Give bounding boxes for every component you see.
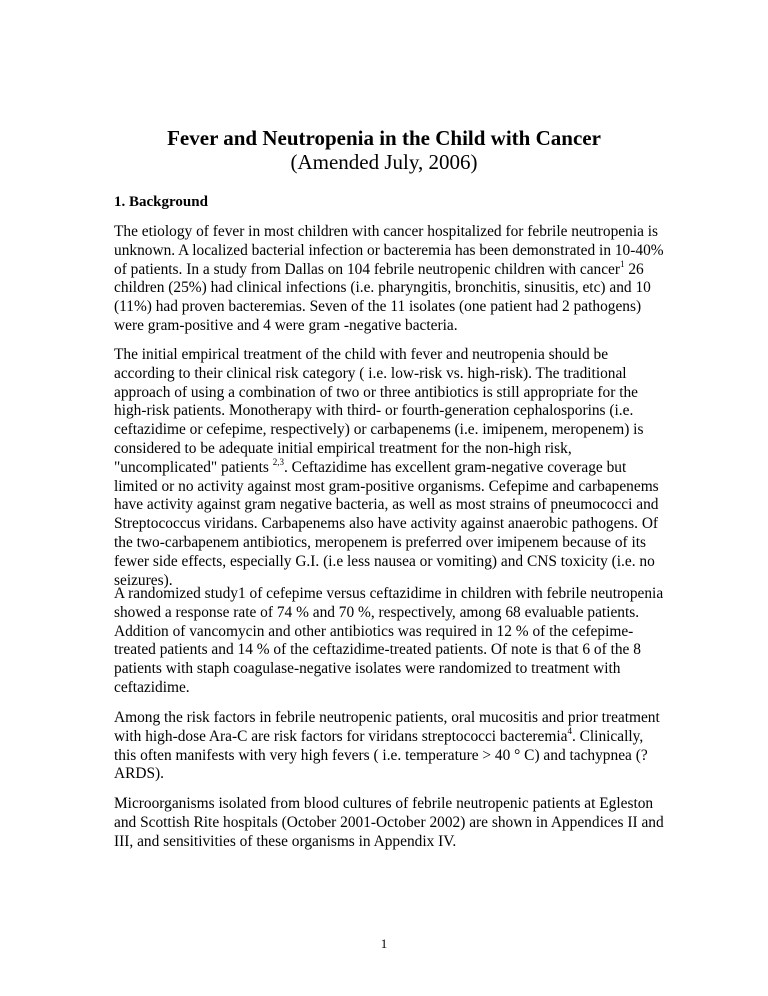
text-line — [114, 365, 659, 384]
text-run: this often manifests with very high fevers ( i.e. temperature > 40 ° C) and tachypnea (? — [114, 746, 648, 764]
text-run: limited or no activity against most gram-positive organisms. Cefepime and carbapenems — [114, 477, 659, 495]
text-run: patients with staph coagulase-negative isolates were randomized to treatment with — [114, 660, 621, 678]
text-line — [114, 765, 659, 784]
document-subtitle: (Amended July, 2006) — [290, 150, 478, 174]
text-run: high-risk patients. Monotherapy with third- or fourth-generation cephalosporins (i.e. — [114, 402, 634, 420]
document-title: Fever and Neutropenia in the Child with Cancer — [167, 126, 601, 150]
text-line — [114, 623, 659, 642]
text-line — [114, 585, 664, 604]
text-line — [114, 258, 659, 280]
text-run: A randomized study1 of cefepime versus ceftazidime in children with febrile neutropenia — [114, 585, 664, 602]
text-line — [114, 534, 659, 553]
text-line — [114, 241, 664, 261]
text-run: Among the risk factors in febrile neutropenic patients, oral mucositis and prior treatment — [114, 709, 660, 726]
text-line — [114, 384, 659, 403]
paragraph-empirical-treatment — [114, 346, 659, 590]
text-line — [114, 515, 659, 534]
text-line — [114, 660, 659, 679]
text-line — [114, 604, 659, 623]
paragraph-randomized-study — [114, 585, 664, 698]
text-run: . Clinically, — [571, 727, 644, 745]
text-run: The etiology of fever in most children with cancer hospitalized for febrile neutropenia is — [114, 223, 659, 240]
text-run: children (25%) had clinical infections (i.e. pharyngitis, bronchitis, sinusitis, etc) and 10 — [114, 279, 651, 297]
page-number: 1 — [380, 936, 388, 951]
text-run: the two-carbapenem antibiotics, meropenem is preferred over imipenem because of its — [114, 533, 647, 551]
text-run: treated patients and 14 % of the ceftazidime-treated patients. Of note is that 6 of the 8 — [114, 641, 641, 659]
text-line — [114, 478, 659, 497]
text-line — [114, 496, 659, 515]
citation-superscript: 1 — [620, 258, 625, 269]
text-line — [114, 440, 659, 459]
text-run: (11%) had proven bacteremias. Seven of the 11 isolates (one patient had 2 pathogens) — [114, 298, 642, 316]
paragraph-microorganisms — [114, 795, 664, 851]
text-line — [114, 747, 659, 766]
text-run: The initial empirical treatment of the child with fever and neutropenia should be — [114, 346, 609, 363]
text-run: Addition of vancomycin and other antibiotics was required in 12 % of the cefepime- — [114, 622, 634, 640]
text-run: considered to be adequate initial empirical treatment for the non-high risk, — [114, 439, 572, 457]
text-run: of patients. In a study from Dallas on 104 febrile neutropenic children with cancer — [114, 260, 621, 278]
text-run: unknown. A localized bacterial infection or bacteremia has been demonstrated in 10-40% — [114, 241, 664, 259]
text-run: 26 — [624, 260, 644, 278]
text-run: seizures). — [114, 571, 173, 589]
text-line — [114, 833, 659, 852]
text-line — [114, 279, 659, 298]
text-line — [114, 421, 659, 440]
text-line — [114, 223, 659, 242]
text-run: with high-dose Ara-C are risk factors for viridans streptococci bacteremia — [114, 727, 568, 745]
text-run: fewer side effects, especially G.I. (i.e less nausea or vomiting) and CNS toxicity (i.e. no — [114, 552, 655, 570]
paragraph-risk-factors — [114, 709, 659, 784]
text-line — [114, 317, 659, 336]
text-run: III, and sensitivities of these organisms in Appendix IV. — [114, 832, 457, 850]
text-line — [114, 725, 659, 747]
text-run: and Scottish Rite hospitals (October 2001-October 2002) are shown in Appendices II and — [114, 813, 664, 831]
text-line — [114, 795, 659, 814]
text-line — [114, 709, 659, 728]
citation-superscript: 4 — [567, 725, 572, 736]
text-line — [114, 679, 659, 698]
text-line — [114, 402, 659, 421]
text-line — [114, 641, 659, 660]
text-run: according to their clinical risk category ( i.e. low-risk vs. high-risk). The traditional — [114, 364, 627, 382]
section-heading-background: 1. Background — [114, 194, 208, 210]
text-run: Microorganisms isolated from blood cultures of febrile neutropenic patients at Egleston — [114, 795, 654, 812]
paragraph-etiology — [114, 223, 664, 336]
text-run: ceftazidime. — [114, 678, 190, 696]
text-line — [114, 456, 659, 478]
text-line — [114, 346, 659, 365]
text-run: showed a response rate of 74 % and 70 %, respectively, among 68 evaluable patients. — [114, 603, 640, 621]
text-line — [114, 813, 664, 833]
text-run: have activity against gram negative bacteria, as well as most strains of pneumococci and — [114, 496, 659, 514]
text-run: ceftazidime or cefepime, respectively) or carbapenems (i.e. imipenem, meropenem) is — [114, 421, 644, 439]
text-run: Streptococcus viridans. Carbapenems also have activity against anaerobic pathogens. Of — [114, 515, 659, 533]
text-run: "uncomplicated" patients — [114, 458, 273, 476]
citation-superscript: 2,3 — [272, 456, 284, 467]
text-line — [114, 553, 659, 572]
text-run: ARDS). — [114, 765, 165, 783]
text-line — [114, 298, 659, 317]
text-run: approach of using a combination of two or three antibiotics is still appropriate for the — [114, 383, 638, 401]
text-run: were gram-positive and 4 were gram -negative bacteria. — [114, 316, 458, 334]
text-run: . Ceftazidime has excellent gram-negative coverage but — [283, 458, 627, 476]
